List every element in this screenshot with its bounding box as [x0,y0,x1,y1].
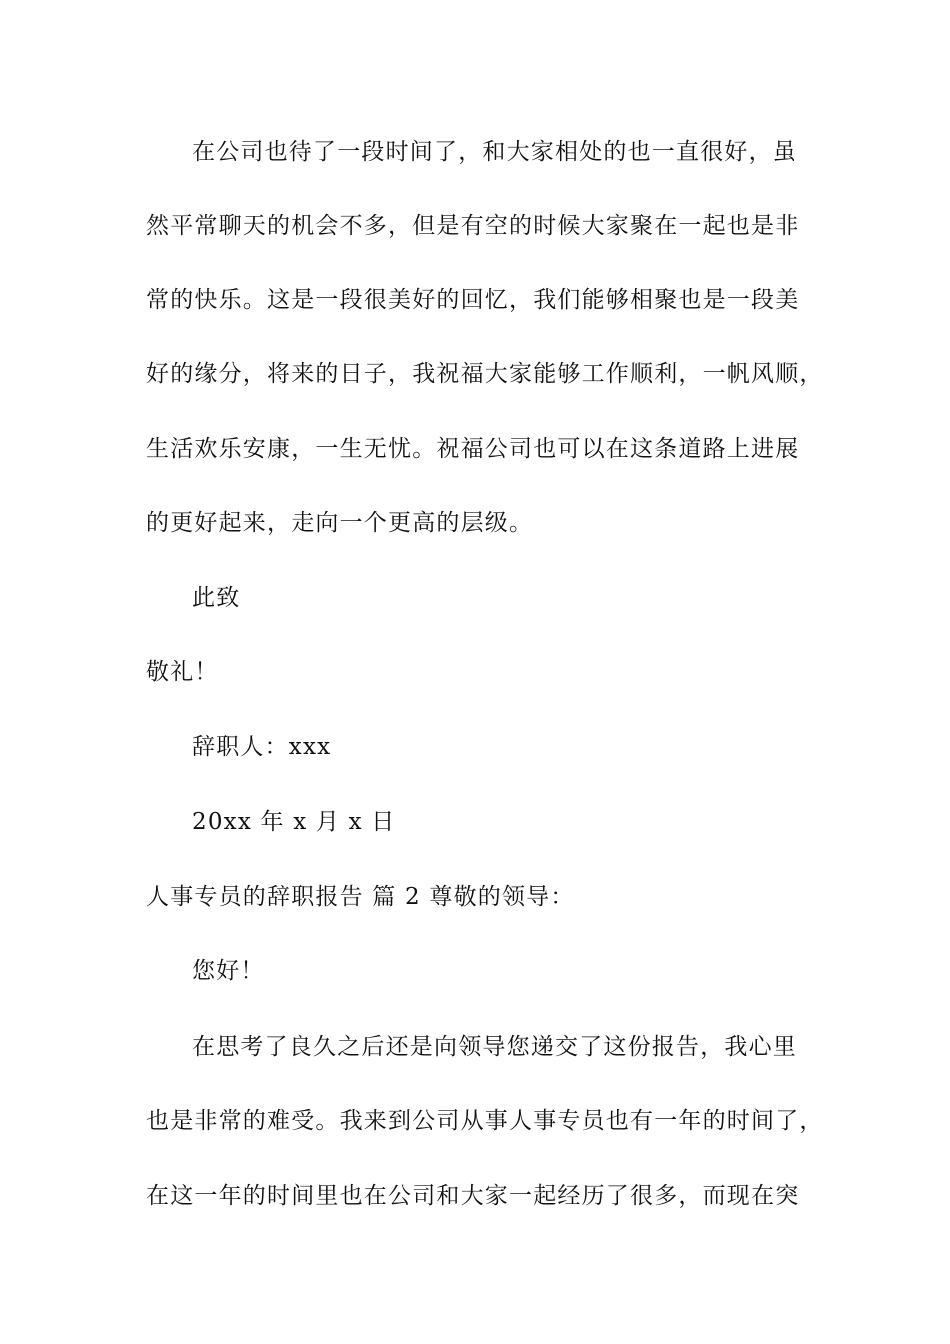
closing-line: 此致 [192,585,241,611]
paragraph-line: 的更好起来，走向一个更高的层级。 [146,510,534,536]
paragraph-line: 然平常聊天的机会不多，但是有空的时候大家聚在一起也是非 [146,213,800,239]
greeting-line: 您好！ [192,958,265,984]
date-line: 20xx 年 x 月 x 日 [192,809,396,835]
paragraph-line: 好的缘分，将来的日子，我祝福大家能够工作顺利，一帆风顺， [146,361,824,387]
paragraph-line: 也是非常的难受。我来到公司从事人事专员也有一年的时间了， [146,1108,824,1134]
paragraph-line: 在公司也待了一段时间了，和大家相处的也一直很好，虽 [192,139,797,165]
signature-line: 辞职人：xxx [192,734,332,760]
paragraph-line: 常的快乐。这是一段很美好的回忆，我们能够相聚也是一段美 [146,287,800,313]
paragraph-line: 在思考了良久之后还是向领导您递交了这份报告，我心里 [192,1034,797,1060]
paragraph-line: 生活欢乐安康，一生无忧。祝福公司也可以在这条道路上进展 [146,436,800,462]
paragraph-line: 在这一年的时间里也在公司和大家一起经历了很多，而现在突 [146,1183,800,1209]
salutation-line: 敬礼！ [146,659,219,685]
section-heading: 人事专员的辞职报告 篇 2 尊敬的领导： [146,884,575,910]
